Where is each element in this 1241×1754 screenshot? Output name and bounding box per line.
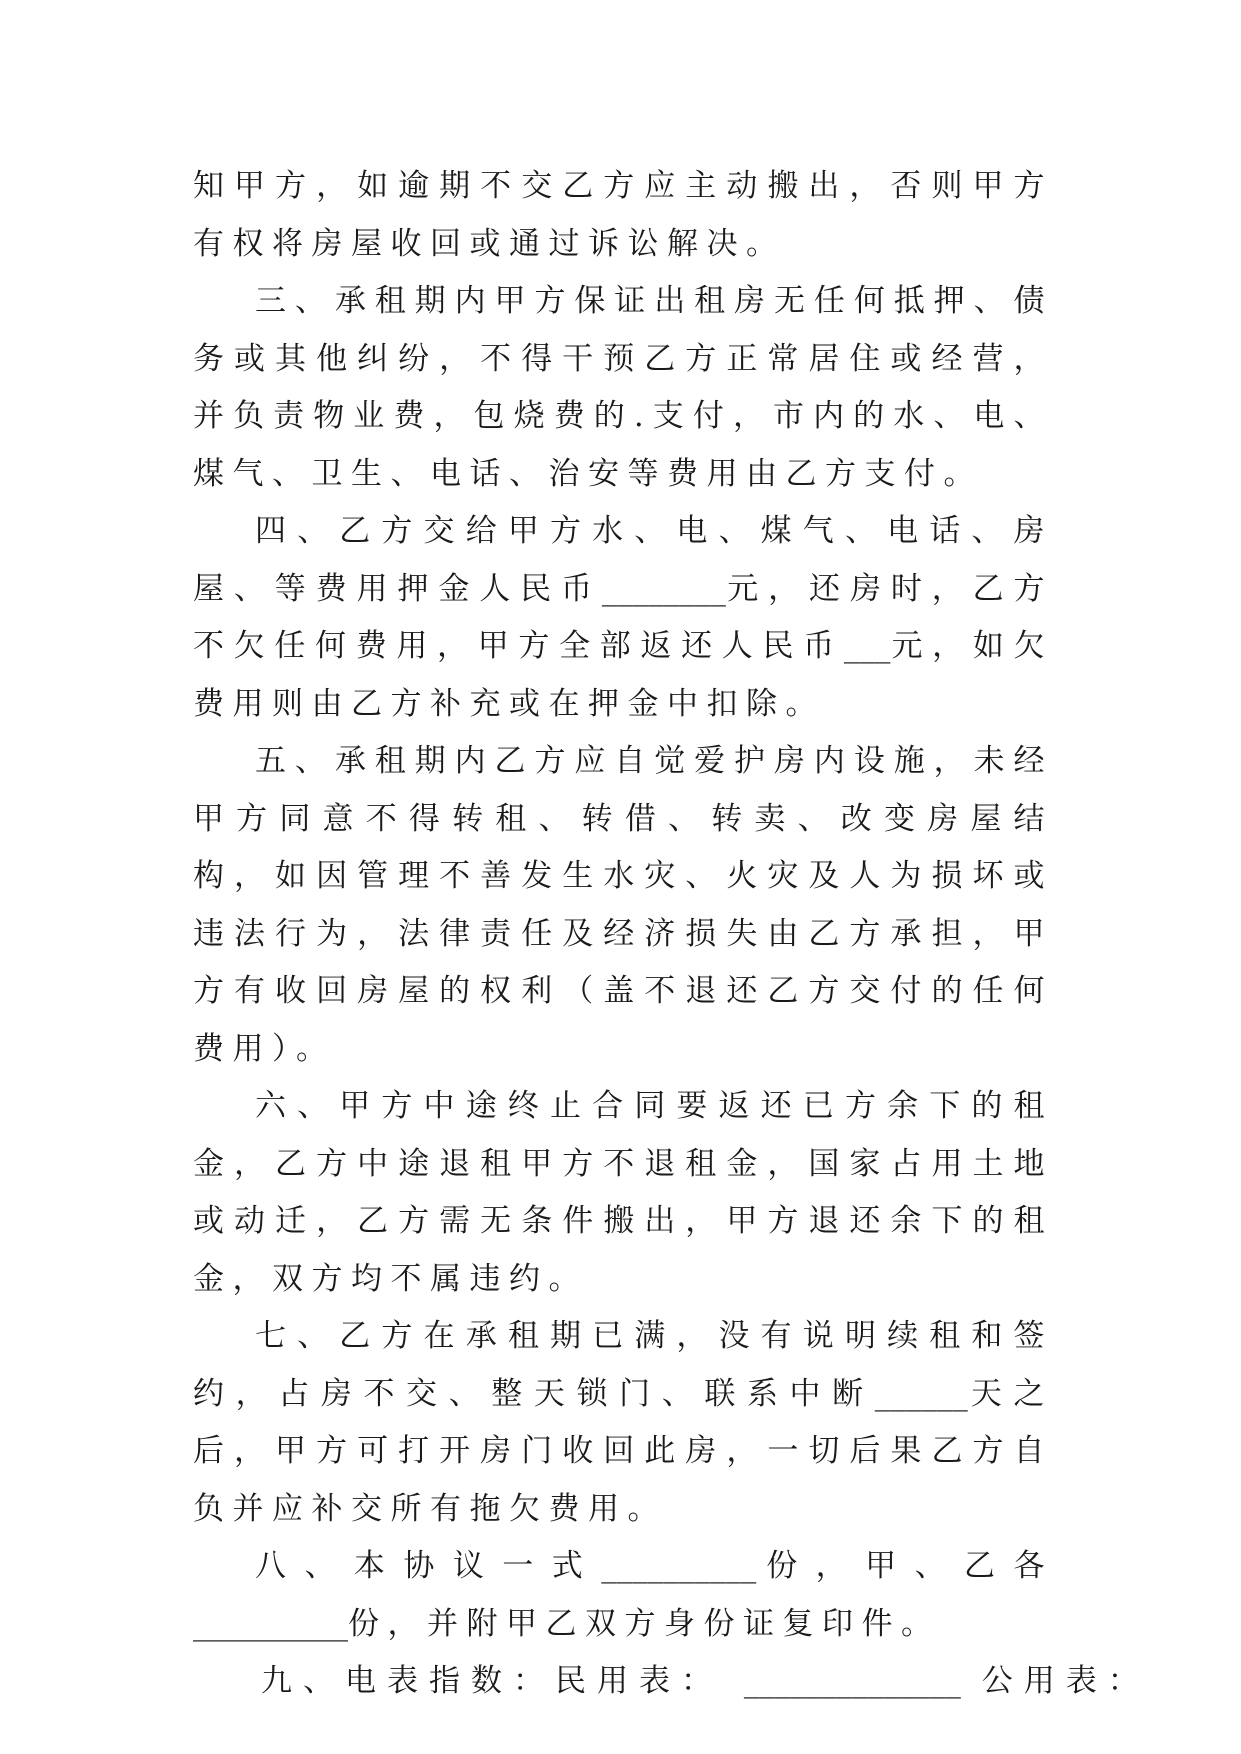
paragraph-text: 四、乙方交给甲方水、电、煤气、电话、房屋、等费用押金人民币 [193,513,1053,607]
deposit-amount-blank: ________ [601,570,726,607]
meter-label: 九、电表指数：民用表： [261,1663,723,1699]
public-meter-label: 公用表： [981,1663,1150,1699]
paragraph-text: 六、甲方中途终止合同要返还已方余下的租金，乙方中途退租甲方不退租金，国家占用土地或动迁，乙方需无条件搬出，甲方退还余下的租金，双方均不属违约。 [193,1088,1053,1297]
clause-5 [193,733,1053,1078]
copies-each-blank: __________ [193,1605,348,1642]
paragraph-text: 知甲方，如逾期不交乙方应主动搬出，否则甲方有权将房屋收回或通过诉讼解决。 [193,168,1053,262]
clause-8 [193,1538,1053,1653]
copies-total-blank: __________ [601,1548,757,1584]
paragraph-text: 份，甲、乙各 [756,1548,1054,1584]
paragraph-text: 元，还房时，乙方不欠任何费用，甲方全部返还人民币 [193,570,1054,664]
document-page [193,158,1150,1711]
paragraph-text: 天之后，甲方可打开房门收回此房，一切后果乙方自负并应补交所有拖欠费用。 [193,1375,1054,1527]
paragraph-text: 七、乙方在承租期已满，没有说明续租和签约，占房不交、整天锁门、联系中断 [193,1318,1053,1412]
days-blank: ______ [874,1375,968,1412]
clause-6 [193,1078,1053,1308]
clause-3 [193,273,1053,503]
paragraph-text: 份，并附甲乙双方身份证复印件。 [348,1605,941,1642]
residential-meter-blank: ______________ [743,1663,961,1699]
refund-amount-blank: ___ [843,628,891,664]
paragraph-text: 元，如欠费用则由乙方补充或在押金中扣除。 [193,628,1054,722]
paragraph-text: 五、承租期内乙方应自觉爱护房内设施，未经甲方同意不得转租、转借、转卖、改变房屋结构，如因管理不善发生水灾、火灾及人为损坏或违法行为，法律责任及经济损失由乙方承担，甲方有收回房屋的权利（盖不退还乙方交付的任何费用）。 [193,743,1053,1067]
clause-7 [193,1308,1053,1538]
clause-4 [193,503,1053,733]
paragraph-text: 八、本协议一式 [255,1548,602,1584]
paragraph-text: 三、承租期内甲方保证出租房无任何抵押、债务或其他纠纷，不得干预乙方正常居住或经营，并负责物业费，包烧费的.支付，市内的水、电、煤气、卫生、电话、治安等费用由乙方支付。 [193,283,1053,492]
paragraph-continuation [193,158,1053,273]
clause-9-meter-readings [193,1653,1150,1711]
